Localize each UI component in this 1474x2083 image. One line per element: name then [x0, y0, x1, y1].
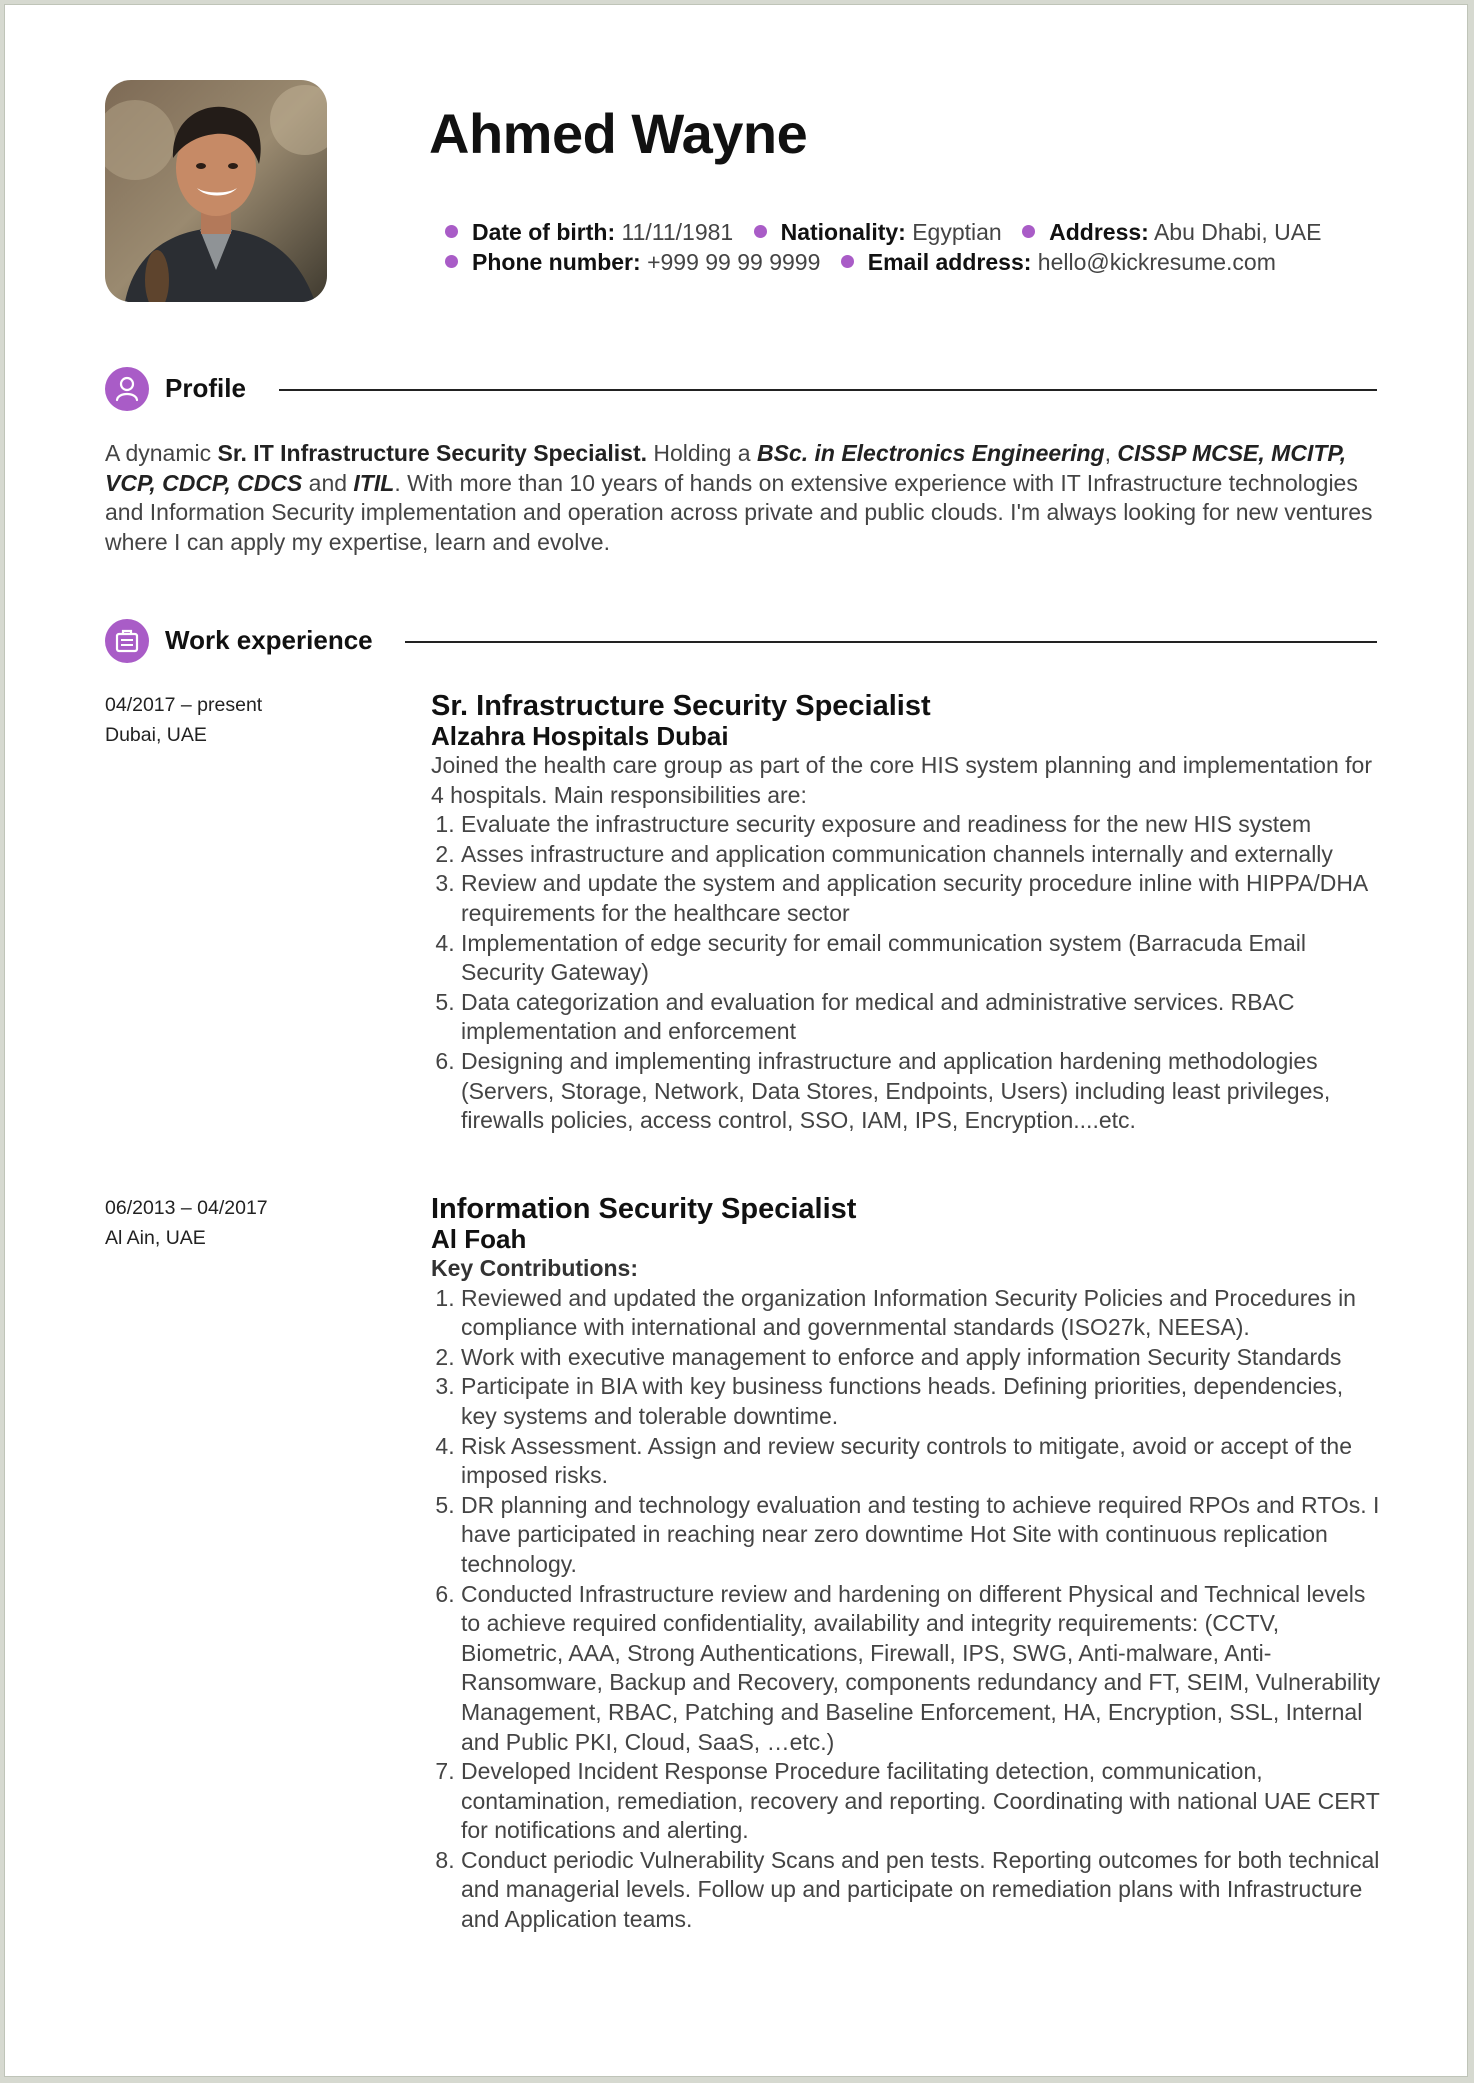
bullet-dot-icon: [841, 255, 854, 268]
contact-value: +999 99 99 9999: [647, 249, 821, 275]
contact-value: hello@kickresume.com: [1037, 249, 1276, 275]
job-meta: [105, 691, 262, 750]
list-item: 2. Asses infrastructure and application communication channels internally and externally: [461, 840, 1381, 870]
work-section-heading: [105, 619, 1377, 665]
contact-label: Email address:: [867, 249, 1032, 275]
list-item: 7. Developed Incident Response Procedure facilitating detection, communication, contamination, remediation, recovery and reporting. Coordinating with national UAE CERT for notifications and alerting.: [461, 1757, 1381, 1846]
list-item: 4. Implementation of edge security for email communication system (Barracuda Email Security Gateway): [461, 929, 1381, 988]
section-title: Work experience: [165, 625, 373, 655]
list-item: 5. Data categorization and evaluation for medical and administrative services. RBAC implementation and enforcement: [461, 988, 1381, 1047]
contact-value: Abu Dhabi, UAE: [1153, 219, 1322, 245]
contact-address: [1022, 219, 1321, 246]
contact-value: 11/11/1981: [621, 219, 734, 245]
profile-text-part: A dynamic: [105, 440, 218, 466]
list-item: 1. Reviewed and updated the organization Information Security Policies and Procedures in compliance with international and governmental standards (ISO27k, NEESA).: [461, 1284, 1381, 1343]
bullet-dot-icon: [445, 225, 458, 238]
contact-value: Egyptian: [912, 219, 1002, 245]
profile-role: Sr. IT Infrastructure Security Specialist.: [217, 440, 647, 466]
person-icon: [105, 367, 149, 411]
profile-photo: [105, 80, 327, 302]
profile-text-part: Holding a: [647, 440, 757, 466]
profile-itil: ITIL: [353, 469, 395, 496]
list-item: 5. DR planning and technology evaluation and testing to achieve required RPOs and RTOs. I have participated in reaching near zero downtime Hot Site with continuous replication technology.: [461, 1491, 1381, 1580]
resume-page: [4, 4, 1468, 2077]
bullet-dot-icon: [754, 225, 767, 238]
list-item: 3. Participate in BIA with key business functions heads. Defining priorities, dependencies, key systems and tolerable downtime.: [461, 1372, 1381, 1431]
section-divider: [405, 641, 1377, 643]
list-item: 6. Conducted Infrastructure review and hardening on different Physical and Technical levels to achieve required confidentiality, availability and integrity requirements: (CCTV, Biometric, AAA, Strong Authentications, Firewall, IPS, SWG, Anti-malware, Anti-Ransomware, Backup and Recovery, components redundancy and FT, SEIM, Vulnerability Management, RBAC, Patching and Baseline Enforcement, HA, Encryption, SSL, Internal and Public PKI, Cloud, SaaS, …etc.): [461, 1580, 1381, 1758]
list-item: 6. Designing and implementing infrastructure and application hardening methodologies (Servers, Storage, Network, Data Stores, Endpoints, Users) including least privileges, firewalls policies, access control, SSO, IAM, IPS, Encryption....etc.: [461, 1047, 1381, 1136]
profile-text-part: ,: [1104, 440, 1118, 466]
contact-phone: [445, 249, 820, 276]
contact-email: [841, 249, 1276, 276]
bullet-dot-icon: [445, 255, 458, 268]
job-title: Sr. Infrastructure Security Specialist: [431, 690, 931, 722]
profile-text-part: and: [302, 469, 354, 496]
job-subheading: Key Contributions:: [431, 1255, 638, 1281]
section-title: Profile: [165, 373, 246, 403]
job-entry: [431, 691, 1381, 1136]
bullet-dot-icon: [1022, 225, 1035, 238]
job-entry: [431, 1194, 1381, 1935]
job-responsibilities: [431, 810, 1381, 1136]
list-item: 8. Conduct periodic Vulnerability Scans and pen tests. Reporting outcomes for both technical and managerial levels. Follow up and participate on remediation plans with Infrastructure and Application teams.: [461, 1846, 1381, 1935]
list-item: 4. Risk Assessment. Assign and review security controls to mitigate, avoid or accept of the imposed risks.: [461, 1432, 1381, 1491]
contact-label: Date of birth:: [472, 219, 616, 245]
profile-degree: BSc. in Electronics Engineering: [756, 440, 1105, 466]
job-dates: 04/2017 – present: [105, 694, 263, 716]
job-meta: [105, 1194, 268, 1253]
list-item: 2. Work with executive management to enforce and apply information Security Standards: [461, 1343, 1381, 1373]
job-contributions: [431, 1284, 1381, 1935]
profile-certs: CISSP MCSE, MCITP, VCP, CDCP, CDCS: [105, 440, 1347, 496]
contact-label: Phone number:: [472, 249, 641, 275]
job-title: Information Security Specialist: [431, 1193, 857, 1225]
profile-summary: [105, 439, 1375, 557]
profile-section-heading: [105, 367, 1377, 413]
profile-text-part: . With more than 10 years of hands on extensive experience with IT Infrastructure technologies and Information Security implementation and operation across private and public clouds. I'm always looking for new ventures where I can apply my expertise, learn and evolve.: [105, 469, 1373, 555]
list-item: 1. Evaluate the infrastructure security exposure and readiness for the new HIS system: [461, 810, 1381, 840]
section-divider: [279, 389, 1377, 391]
job-location: Dubai, UAE: [105, 723, 207, 746]
contact-nationality: [754, 219, 1002, 246]
job-description: Joined the health care group as part of the core HIS system planning and implementation for 4 hospitals. Main responsibilities are:: [431, 752, 1372, 808]
job-company: Al Foah: [431, 1224, 527, 1254]
list-item: 3. Review and update the system and application security procedure inline with HIPPA/DHA requirements for the healthcare sector: [461, 869, 1381, 928]
job-company: Alzahra Hospitals Dubai: [431, 721, 729, 751]
contact-label: Address:: [1049, 219, 1149, 245]
contact-label: Nationality:: [780, 219, 906, 245]
job-dates: 06/2013 – 04/2017: [105, 1197, 268, 1219]
contact-dob: [445, 219, 733, 246]
candidate-name: Ahmed Wayne: [429, 102, 808, 165]
contact-row-2: [445, 249, 1290, 276]
contact-row-1: [445, 219, 1335, 246]
job-location: Al Ain, UAE: [105, 1226, 206, 1249]
briefcase-icon: [105, 619, 149, 663]
